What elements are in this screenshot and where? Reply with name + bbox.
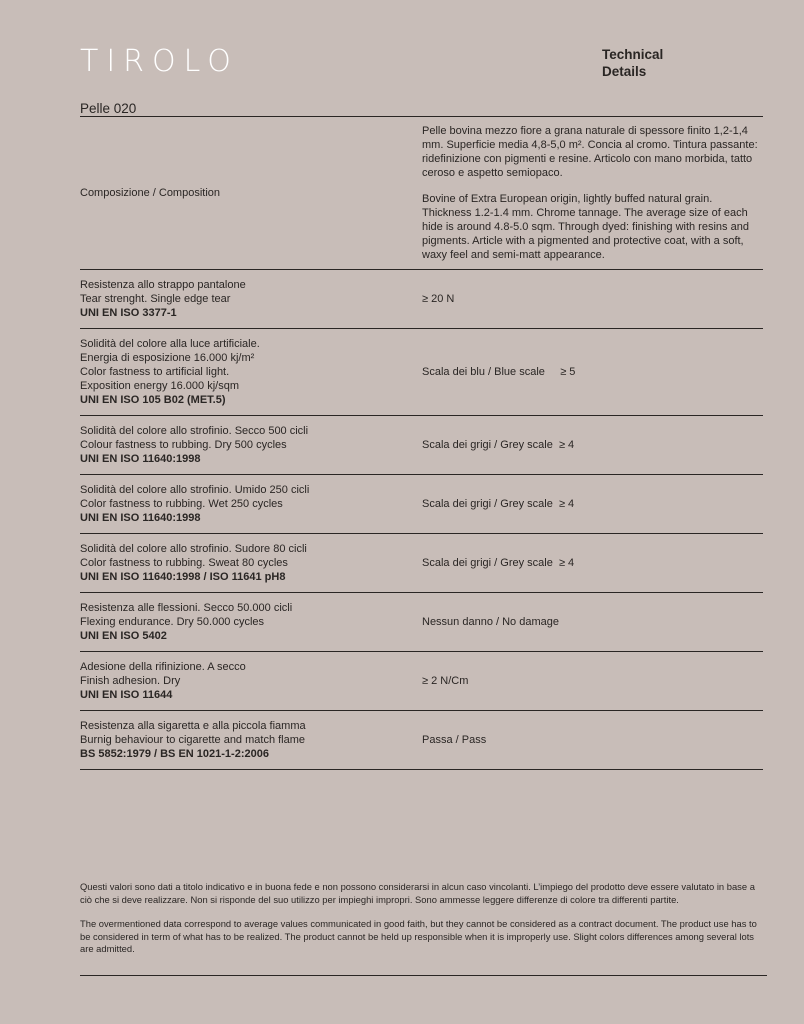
test-name-it: Resistenza alle flessioni. Secco 50.000 cicli xyxy=(80,602,293,614)
test-label xyxy=(80,416,422,475)
test-value: Scala dei blu / Blue scale ≥ 5 xyxy=(422,329,763,416)
product-name: Pelle 020 xyxy=(80,101,137,116)
document-type xyxy=(602,46,663,80)
test-label xyxy=(80,534,422,593)
test-label xyxy=(80,329,422,416)
test-name-en: Flexing endurance. Dry 50.000 cycles xyxy=(80,616,265,628)
test-value: Scala dei grigi / Grey scale ≥ 4 xyxy=(422,534,763,593)
test-name-en: Colour fastness to rubbing. Dry 500 cycles xyxy=(80,439,287,451)
test-label xyxy=(80,270,422,329)
composition-value xyxy=(422,117,763,270)
test-name-en: Color fastness to rubbing. Sweat 80 cycles xyxy=(80,557,288,569)
test-label xyxy=(80,711,422,770)
test-row xyxy=(80,652,763,711)
test-standard: UNI EN ISO 11640:1998 / ISO 11641 pH8 xyxy=(80,571,286,583)
test-row xyxy=(80,416,763,475)
test-name-en: Color fastness to rubbing. Wet 250 cycles xyxy=(80,498,283,510)
test-label xyxy=(80,475,422,534)
test-value: Nessun danno / No damage xyxy=(422,593,763,652)
test-row xyxy=(80,329,763,416)
composition-text-it: Pelle bovina mezzo fiore a grana naturale di spessore finito 1,2-1,4 mm. Superficie media 4,8-5,0 m². Concia al cromo. Tintura passante: ridefinizione con pigmenti e resine. Articolo con mano morbida, tatto ceroso e aspetto semiopaco. xyxy=(422,125,758,179)
test-row xyxy=(80,711,763,770)
test-name-it: Solidità del colore allo strofinio. Umido 250 cicli xyxy=(80,484,310,496)
test-name-it: Resistenza allo strappo pantalone xyxy=(80,279,246,291)
test-name-en-cont: Exposition energy 16.000 kj/sqm xyxy=(80,380,239,392)
test-standard: UNI EN ISO 3377-1 xyxy=(80,307,177,319)
test-row xyxy=(80,475,763,534)
test-row xyxy=(80,593,763,652)
test-standard: UNI EN ISO 5402 xyxy=(80,630,167,642)
test-standard: UNI EN ISO 11640:1998 xyxy=(80,453,201,465)
footer-divider xyxy=(80,975,767,976)
test-value: Scala dei grigi / Grey scale ≥ 4 xyxy=(422,416,763,475)
test-standard: UNI EN ISO 11644 xyxy=(80,689,173,701)
test-standard: UNI EN ISO 11640:1998 xyxy=(80,512,201,524)
disclaimer-it: Questi valori sono dati a titolo indicativo e in buona fede e non possono considerarsi in alcun caso vincolanti. L’impiego del prodotto deve essere valutato in base a ciò che si deve realizzare. Non si risponde del suo utilizzo per impieghi impropri. Sono ammesse leggere differenze di colore tra differenti partite. xyxy=(80,881,755,905)
test-name-en: Tear strenght. Single edge tear xyxy=(80,293,231,305)
test-standard: UNI EN ISO 105 B02 (MET.5) xyxy=(80,394,226,406)
test-value: Scala dei grigi / Grey scale ≥ 4 xyxy=(422,475,763,534)
test-standard: BS 5852:1979 / BS EN 1021-1-2:2006 xyxy=(80,748,269,760)
test-name-it: Resistenza alla sigaretta e alla piccola fiamma xyxy=(80,720,306,732)
test-name-it: Solidità del colore allo strofinio. Secco 500 cicli xyxy=(80,425,309,437)
disclaimer xyxy=(80,881,763,956)
test-name-en: Color fastness to artificial light. xyxy=(80,366,230,378)
test-value: ≥ 20 N xyxy=(422,270,763,329)
composition-label: Composizione / Composition xyxy=(80,117,422,270)
document-type-line2: Details xyxy=(602,64,647,79)
spec-table xyxy=(80,117,763,770)
document-type-line1: Technical xyxy=(602,47,664,62)
test-row xyxy=(80,534,763,593)
test-name-it-cont: Energia di esposizione 16.000 kj/m² xyxy=(80,352,255,364)
brand-logo: TIROLO xyxy=(80,44,239,79)
disclaimer-en: The overmentioned data correspond to average values communicated in good faith, but they cannot be considered as a contract document. The product use has to be considered in term of what has to be realized. The product cannot be held up responsible when it is improperly use. Slight colors differences among several lots are admitted. xyxy=(80,918,757,954)
test-name-en: Finish adhesion. Dry xyxy=(80,675,181,687)
test-value: Passa / Pass xyxy=(422,711,763,770)
composition-row xyxy=(80,117,763,270)
test-name-it: Adesione della rifinizione. A secco xyxy=(80,661,246,673)
test-value: ≥ 2 N/Cm xyxy=(422,652,763,711)
test-name-en: Burnig behaviour to cigarette and match flame xyxy=(80,734,306,746)
test-row xyxy=(80,270,763,329)
test-label xyxy=(80,593,422,652)
test-name-it: Solidità del colore alla luce artificiale. xyxy=(80,338,260,350)
composition-text-en: Bovine of Extra European origin, lightly buffed natural grain. Thickness 1.2-1.4 mm. Chrome tannage. The average size of each hide is around 4.8-5.0 sqm. Through dyed: finishing with resins and pigments. Article with a pigmented and protective coat, with a soft, waxy feel and semi-matt appearance. xyxy=(422,193,749,261)
test-label xyxy=(80,652,422,711)
test-name-it: Solidità del colore allo strofinio. Sudore 80 cicli xyxy=(80,543,307,555)
